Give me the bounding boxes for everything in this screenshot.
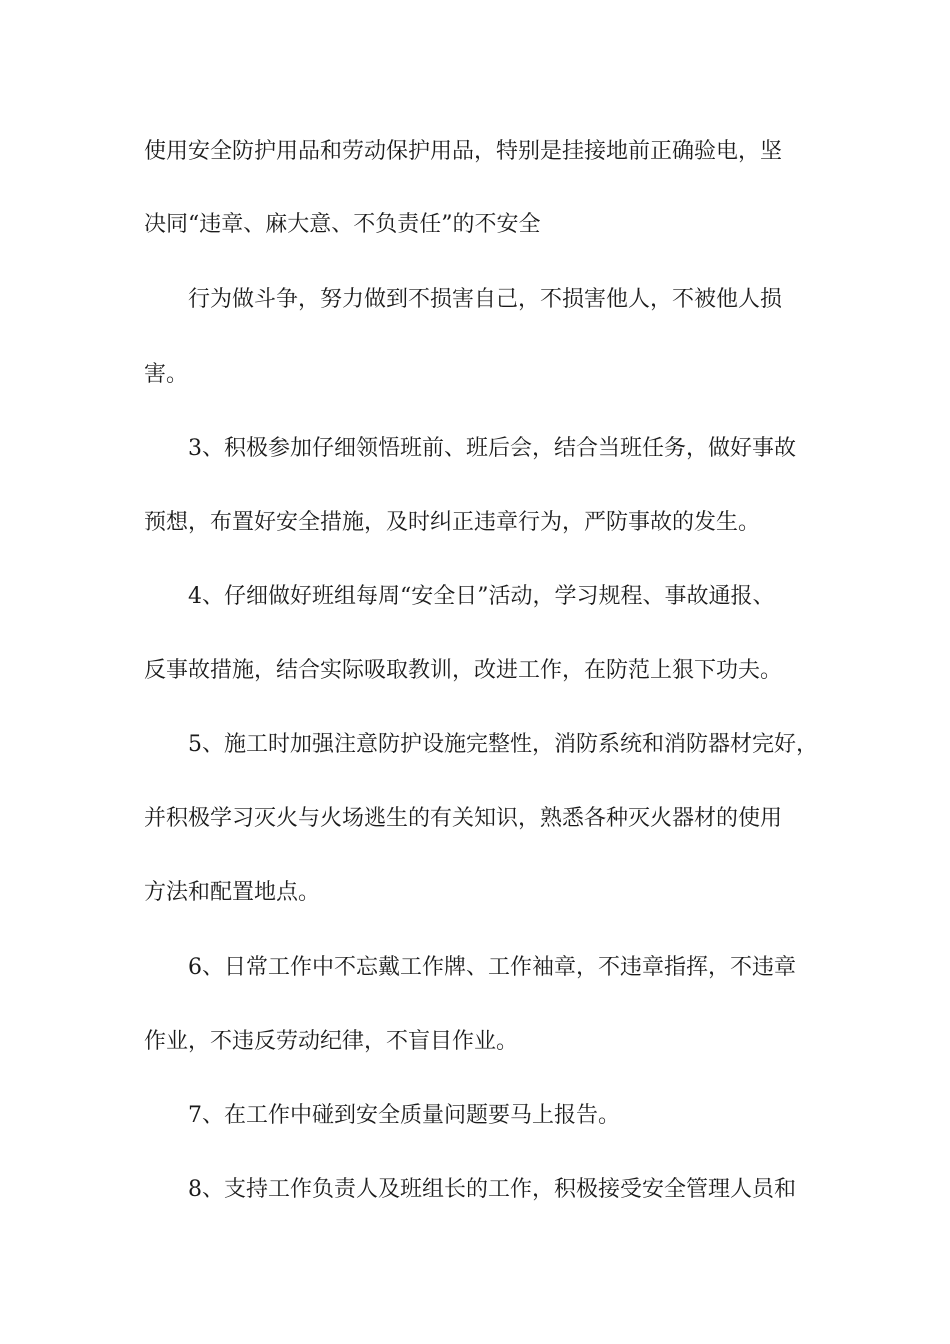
paragraph-first-line: 行为做斗争，努力做到不损害自己，不损害他人，不被他人损 xyxy=(188,287,783,312)
text-line: 方法和配置地点。 xyxy=(144,880,321,905)
list-item-4-line: 4、仔细做好班组每周“安全日”活动，学习规程、事故通报、 xyxy=(188,584,775,609)
text-line: 并积极学习灭火与火场逃生的有关知识，熟悉各种灭火器材的使用 xyxy=(144,806,783,831)
text-line: 反事故措施，结合实际吸取教训，改进工作，在防范上狠下功夫。 xyxy=(144,658,783,683)
list-item-7-line: 7、在工作中碰到安全质量问题要马上报告。 xyxy=(188,1103,620,1128)
list-item-8-line: 8、支持工作负责人及班组长的工作，积极接受安全管理人员和 xyxy=(188,1177,796,1202)
text-line: 预想，布置好安全措施，及时纠正违章行为，严防事故的发生。 xyxy=(144,510,761,535)
text-line: 作业，不违反劳动纪律，不盲目作业。 xyxy=(144,1029,519,1054)
text-line: 害。 xyxy=(144,362,189,387)
list-item-3-line: 3、积极参加仔细领悟班前、班后会，结合当班任务，做好事故 xyxy=(188,436,796,461)
list-item-5-line: 5、施工时加强注意防护设施完整性，消防系统和消防器材完好， xyxy=(188,732,818,757)
text-line: 使用安全防护用品和劳动保护用品，特别是挂接地前正确验电，坚 xyxy=(144,139,783,164)
list-item-6-line: 6、日常工作中不忘戴工作牌、工作袖章，不违章指挥，不违章 xyxy=(188,955,796,980)
text-line: 决同“违章、麻大意、不负责任”的不安全 xyxy=(144,212,541,237)
